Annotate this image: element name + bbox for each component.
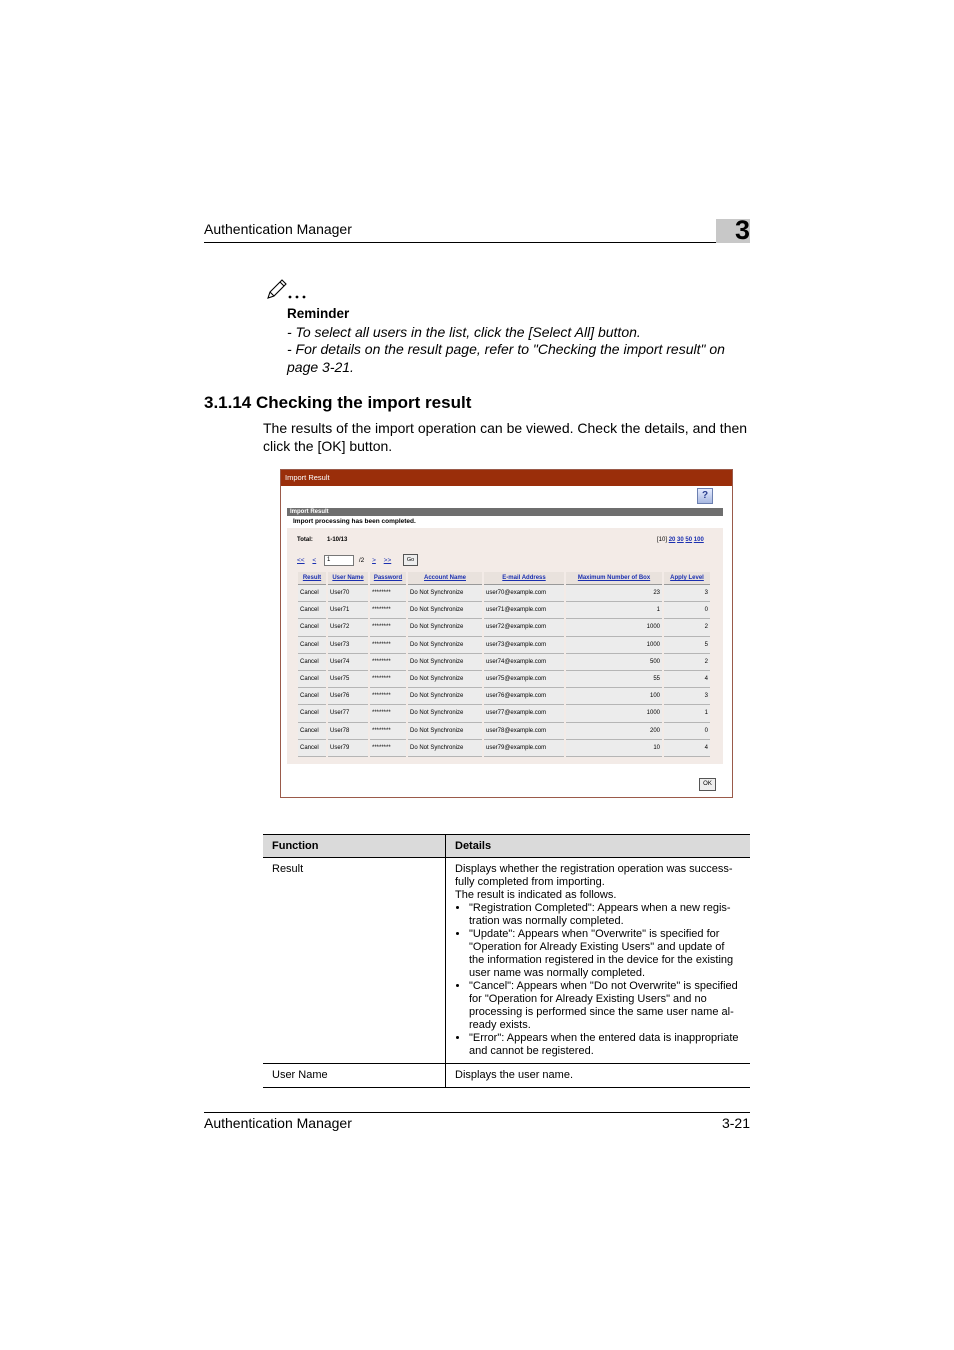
table-row (298, 705, 710, 722)
per-page-option[interactable]: 50 (685, 537, 693, 543)
cell-user-name: User74 (328, 654, 368, 671)
cell-user-name: User79 (328, 740, 368, 757)
reminder-line: - For details on the result page, refer to "Checking the import result" on page 3-21. (287, 341, 725, 375)
list-item: • "Error": Appears when the entered data is inappropriate and cannot be registered. (469, 1032, 741, 1058)
note-pencil-icon (265, 276, 310, 302)
cell-user-name: User77 (328, 705, 368, 722)
footer-rule (204, 1112, 750, 1113)
cell-account-name: Do Not Synchronize (408, 637, 482, 654)
reminder-title: Reminder (287, 306, 350, 321)
cell-account-name: Do Not Synchronize (408, 602, 482, 619)
list-item: • "Registration Completed": Appears when a new regis-tration was normally completed. (469, 902, 741, 928)
table-row (263, 858, 750, 1064)
column-header-password[interactable]: Password (370, 572, 406, 585)
section-body: The results of the import operation can be viewed. Check the details, and then click the [OK] button. (263, 420, 748, 454)
table-row (298, 602, 710, 619)
cell-email: user72@example.com (484, 619, 564, 636)
running-footer: Authentication Manager (204, 1115, 352, 1131)
cell-email: user78@example.com (484, 723, 564, 740)
per-page-selector (657, 537, 704, 543)
cell-apply-level: 3 (664, 585, 710, 602)
cell-password: ******** (370, 671, 406, 688)
cell-result: Cancel (298, 637, 326, 654)
cell-password: ******** (370, 602, 406, 619)
total-value: 1-10/13 (327, 537, 348, 543)
cell-max-box: 100 (566, 688, 662, 705)
help-icon[interactable]: ? (697, 488, 713, 504)
column-header-user-name[interactable]: User Name (328, 572, 368, 585)
cell-password: ******** (370, 637, 406, 654)
cell-user-name: User71 (328, 602, 368, 619)
cell-account-name: Do Not Synchronize (408, 585, 482, 602)
cell-max-box: 1000 (566, 705, 662, 722)
cell-apply-level: 4 (664, 671, 710, 688)
details-cell: Displays the user name. (446, 1064, 751, 1088)
details-list (455, 902, 741, 1058)
list-item: • "Cancel": Appears when "Do not Overwrite" is specified for "Operation for Already Existing Users" and no processing is performed since the same user name al-ready exists. (469, 980, 741, 1032)
cell-user-name: User72 (328, 619, 368, 636)
import-result-screenshot (280, 469, 733, 798)
total-label: Total: (297, 537, 313, 543)
cell-max-box: 23 (566, 585, 662, 602)
cell-email: user73@example.com (484, 637, 564, 654)
chapter-number: 3 (734, 215, 750, 245)
cell-result: Cancel (298, 671, 326, 688)
per-page-option[interactable]: 100 (693, 537, 704, 543)
cell-max-box: 55 (566, 671, 662, 688)
table-row (298, 654, 710, 671)
reminder-line: - To select all users in the list, click the [Select All] button. (287, 324, 641, 340)
page-number-input[interactable]: 1 (324, 555, 354, 566)
table-row (298, 723, 710, 740)
per-page-option[interactable]: 20 (668, 537, 676, 543)
cell-apply-level: 5 (664, 637, 710, 654)
table-row (298, 671, 710, 688)
cell-user-name: User78 (328, 723, 368, 740)
cell-user-name: User70 (328, 585, 368, 602)
column-header-result[interactable]: Result (298, 572, 326, 585)
cell-account-name: Do Not Synchronize (408, 740, 482, 757)
cell-account-name: Do Not Synchronize (408, 654, 482, 671)
column-header-apply-level[interactable]: Apply Level (664, 572, 710, 585)
prev-page-link[interactable]: < (312, 556, 317, 564)
results-body (298, 585, 710, 757)
cell-result: Cancel (298, 723, 326, 740)
cell-password: ******** (370, 688, 406, 705)
cell-result: Cancel (298, 585, 326, 602)
cell-account-name: Do Not Synchronize (408, 688, 482, 705)
cell-account-name: Do Not Synchronize (408, 671, 482, 688)
cell-max-box: 1 (566, 602, 662, 619)
cell-result: Cancel (298, 740, 326, 757)
cell-apply-level: 4 (664, 740, 710, 757)
cell-email: user71@example.com (484, 602, 564, 619)
cell-user-name: User73 (328, 637, 368, 654)
function-cell: User Name (263, 1064, 446, 1088)
table-row (298, 740, 710, 757)
per-page-option[interactable]: 30 (677, 537, 684, 543)
cell-apply-level: 2 (664, 654, 710, 671)
page-count: /2 (358, 556, 365, 564)
section-bar: Import Result (287, 508, 723, 516)
cell-account-name: Do Not Synchronize (408, 705, 482, 722)
window-title: Import Result (281, 470, 732, 486)
cell-max-box: 1000 (566, 637, 662, 654)
next-page-link[interactable]: > (372, 556, 376, 564)
cell-email: user75@example.com (484, 671, 564, 688)
last-page-link[interactable]: >> (383, 556, 392, 564)
cell-password: ******** (370, 619, 406, 636)
cell-result: Cancel (298, 654, 326, 671)
cell-max-box: 1000 (566, 619, 662, 636)
results-table (296, 572, 712, 757)
cell-password: ******** (370, 705, 406, 722)
cell-apply-level: 1 (664, 705, 710, 722)
cell-email: user70@example.com (484, 585, 564, 602)
details-cell (446, 858, 751, 1064)
cell-account-name: Do Not Synchronize (408, 619, 482, 636)
column-header-email[interactable]: E-mail Address (484, 572, 564, 585)
ok-button[interactable]: OK (699, 778, 716, 791)
cell-email: user79@example.com (484, 740, 564, 757)
list-item: • "Update": Appears when "Overwrite" is specified for "Operation for Already Existing Users" and update of the information registered in the device for the existing user name was normally completed. (469, 928, 741, 980)
cell-apply-level: 3 (664, 688, 710, 705)
header-rule (204, 242, 750, 243)
completion-message: Import processing has been completed. (293, 518, 416, 525)
cell-result: Cancel (298, 705, 326, 722)
cell-user-name: User76 (328, 688, 368, 705)
cell-apply-level: 2 (664, 619, 710, 636)
cell-apply-level: 0 (664, 723, 710, 740)
table-row (298, 688, 710, 705)
cell-result: Cancel (298, 688, 326, 705)
cell-max-box: 500 (566, 654, 662, 671)
cell-email: user74@example.com (484, 654, 564, 671)
cell-email: user76@example.com (484, 688, 564, 705)
cell-password: ******** (370, 740, 406, 757)
details-text: The result is indicated as follows. (455, 889, 617, 901)
details-text: Displays whether the registration operation was success-fully completed from importing. (455, 863, 733, 888)
cell-password: ******** (370, 585, 406, 602)
go-button[interactable]: Go (403, 554, 418, 566)
cell-account-name: Do Not Synchronize (408, 723, 482, 740)
first-page-link[interactable]: << (297, 556, 305, 564)
page-number: 3-21 (721, 1115, 750, 1131)
cell-email: user77@example.com (484, 705, 564, 722)
table-header-function: Function (263, 835, 446, 858)
table-row (298, 619, 710, 636)
table-row (263, 1064, 750, 1088)
section-title: 3.1.14 Checking the import result (204, 393, 472, 412)
cell-password: ******** (370, 654, 406, 671)
cell-apply-level: 0 (664, 602, 710, 619)
result-panel (287, 528, 723, 764)
column-header-max-box[interactable]: Maximum Number of Box (566, 572, 662, 585)
cell-result: Cancel (298, 619, 326, 636)
table-row (298, 637, 710, 654)
function-table (263, 834, 750, 1088)
cell-max-box: 10 (566, 740, 662, 757)
running-header: Authentication Manager (204, 221, 352, 237)
cell-result: Cancel (298, 602, 326, 619)
function-cell: Result (263, 858, 446, 1064)
cell-password: ******** (370, 723, 406, 740)
cell-user-name: User75 (328, 671, 368, 688)
per-page-current: [10] (657, 537, 668, 543)
cell-max-box: 200 (566, 723, 662, 740)
table-row (298, 585, 710, 602)
table-header-details: Details (446, 835, 751, 858)
pager (297, 554, 418, 566)
column-header-account-name[interactable]: Account Name (408, 572, 482, 585)
